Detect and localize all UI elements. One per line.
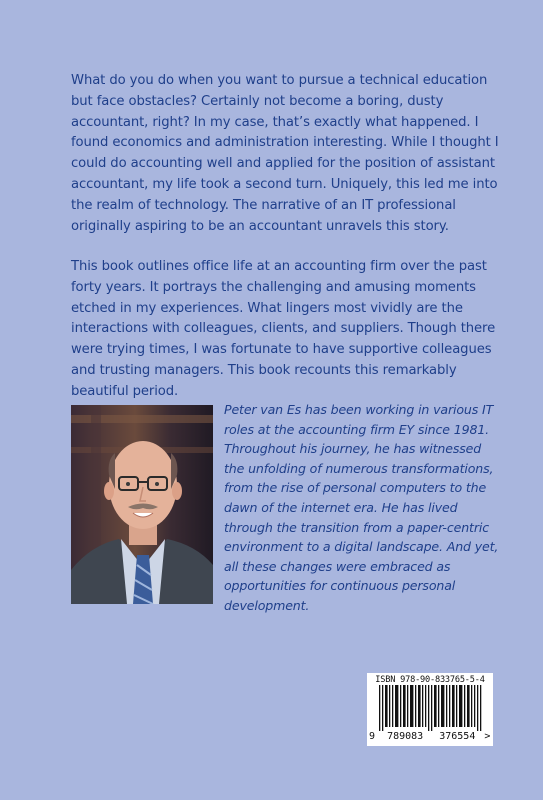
- barcode-group-2: 376554: [439, 731, 476, 742]
- barcode-group-1: 789083: [387, 731, 424, 742]
- author-bio: Peter van Es has been working in various IT roles at the accounting firm EY since 1981. Throughout his journey, he has witnessed the unfolding of numerous transformations, from the rise of personal computers to the dawn of the internet era. He has lived through the transition from a paper-centric environment to a digital landscape. And yet, all these changes were embraced as opportunities for continuous personal development.: [224, 402, 499, 613]
- isbn-barcode: [367, 673, 493, 746]
- barcode-first-digit: 9: [369, 731, 376, 742]
- author-photo: [71, 405, 213, 604]
- blurb-paragraph-2: This book outlines office life at an accounting firm over the past forty years. It portrays the challenging and amusing moments etched in my experiences. What lingers most vividly are the interactions with colleagues, clients, and suppliers. Though there were trying times, I was fortunate to have supportive colleagues and trusting managers. This book recounts this remarkably beautiful period.: [71, 259, 496, 399]
- blurb-paragraph-1: What do you do when you want to pursue a technical education but face obstacles? Certainly not become a boring, dusty accountant, right? In my case, that’s exactly what happened. I found economics and administration interesting. While I thought I could do accounting well and applied for the position of assistant accountant, my life took a second turn. Uniquely, this led me into the realm of technology. The narrative of an IT professional originally aspiring to be an accountant unravels this story.: [71, 73, 499, 234]
- barcode-digits: [369, 731, 491, 742]
- barcode-bars: [373, 685, 487, 731]
- isbn-label: ISBN 978-90-833765-5-4: [375, 675, 485, 685]
- barcode-arrow: >: [484, 731, 491, 742]
